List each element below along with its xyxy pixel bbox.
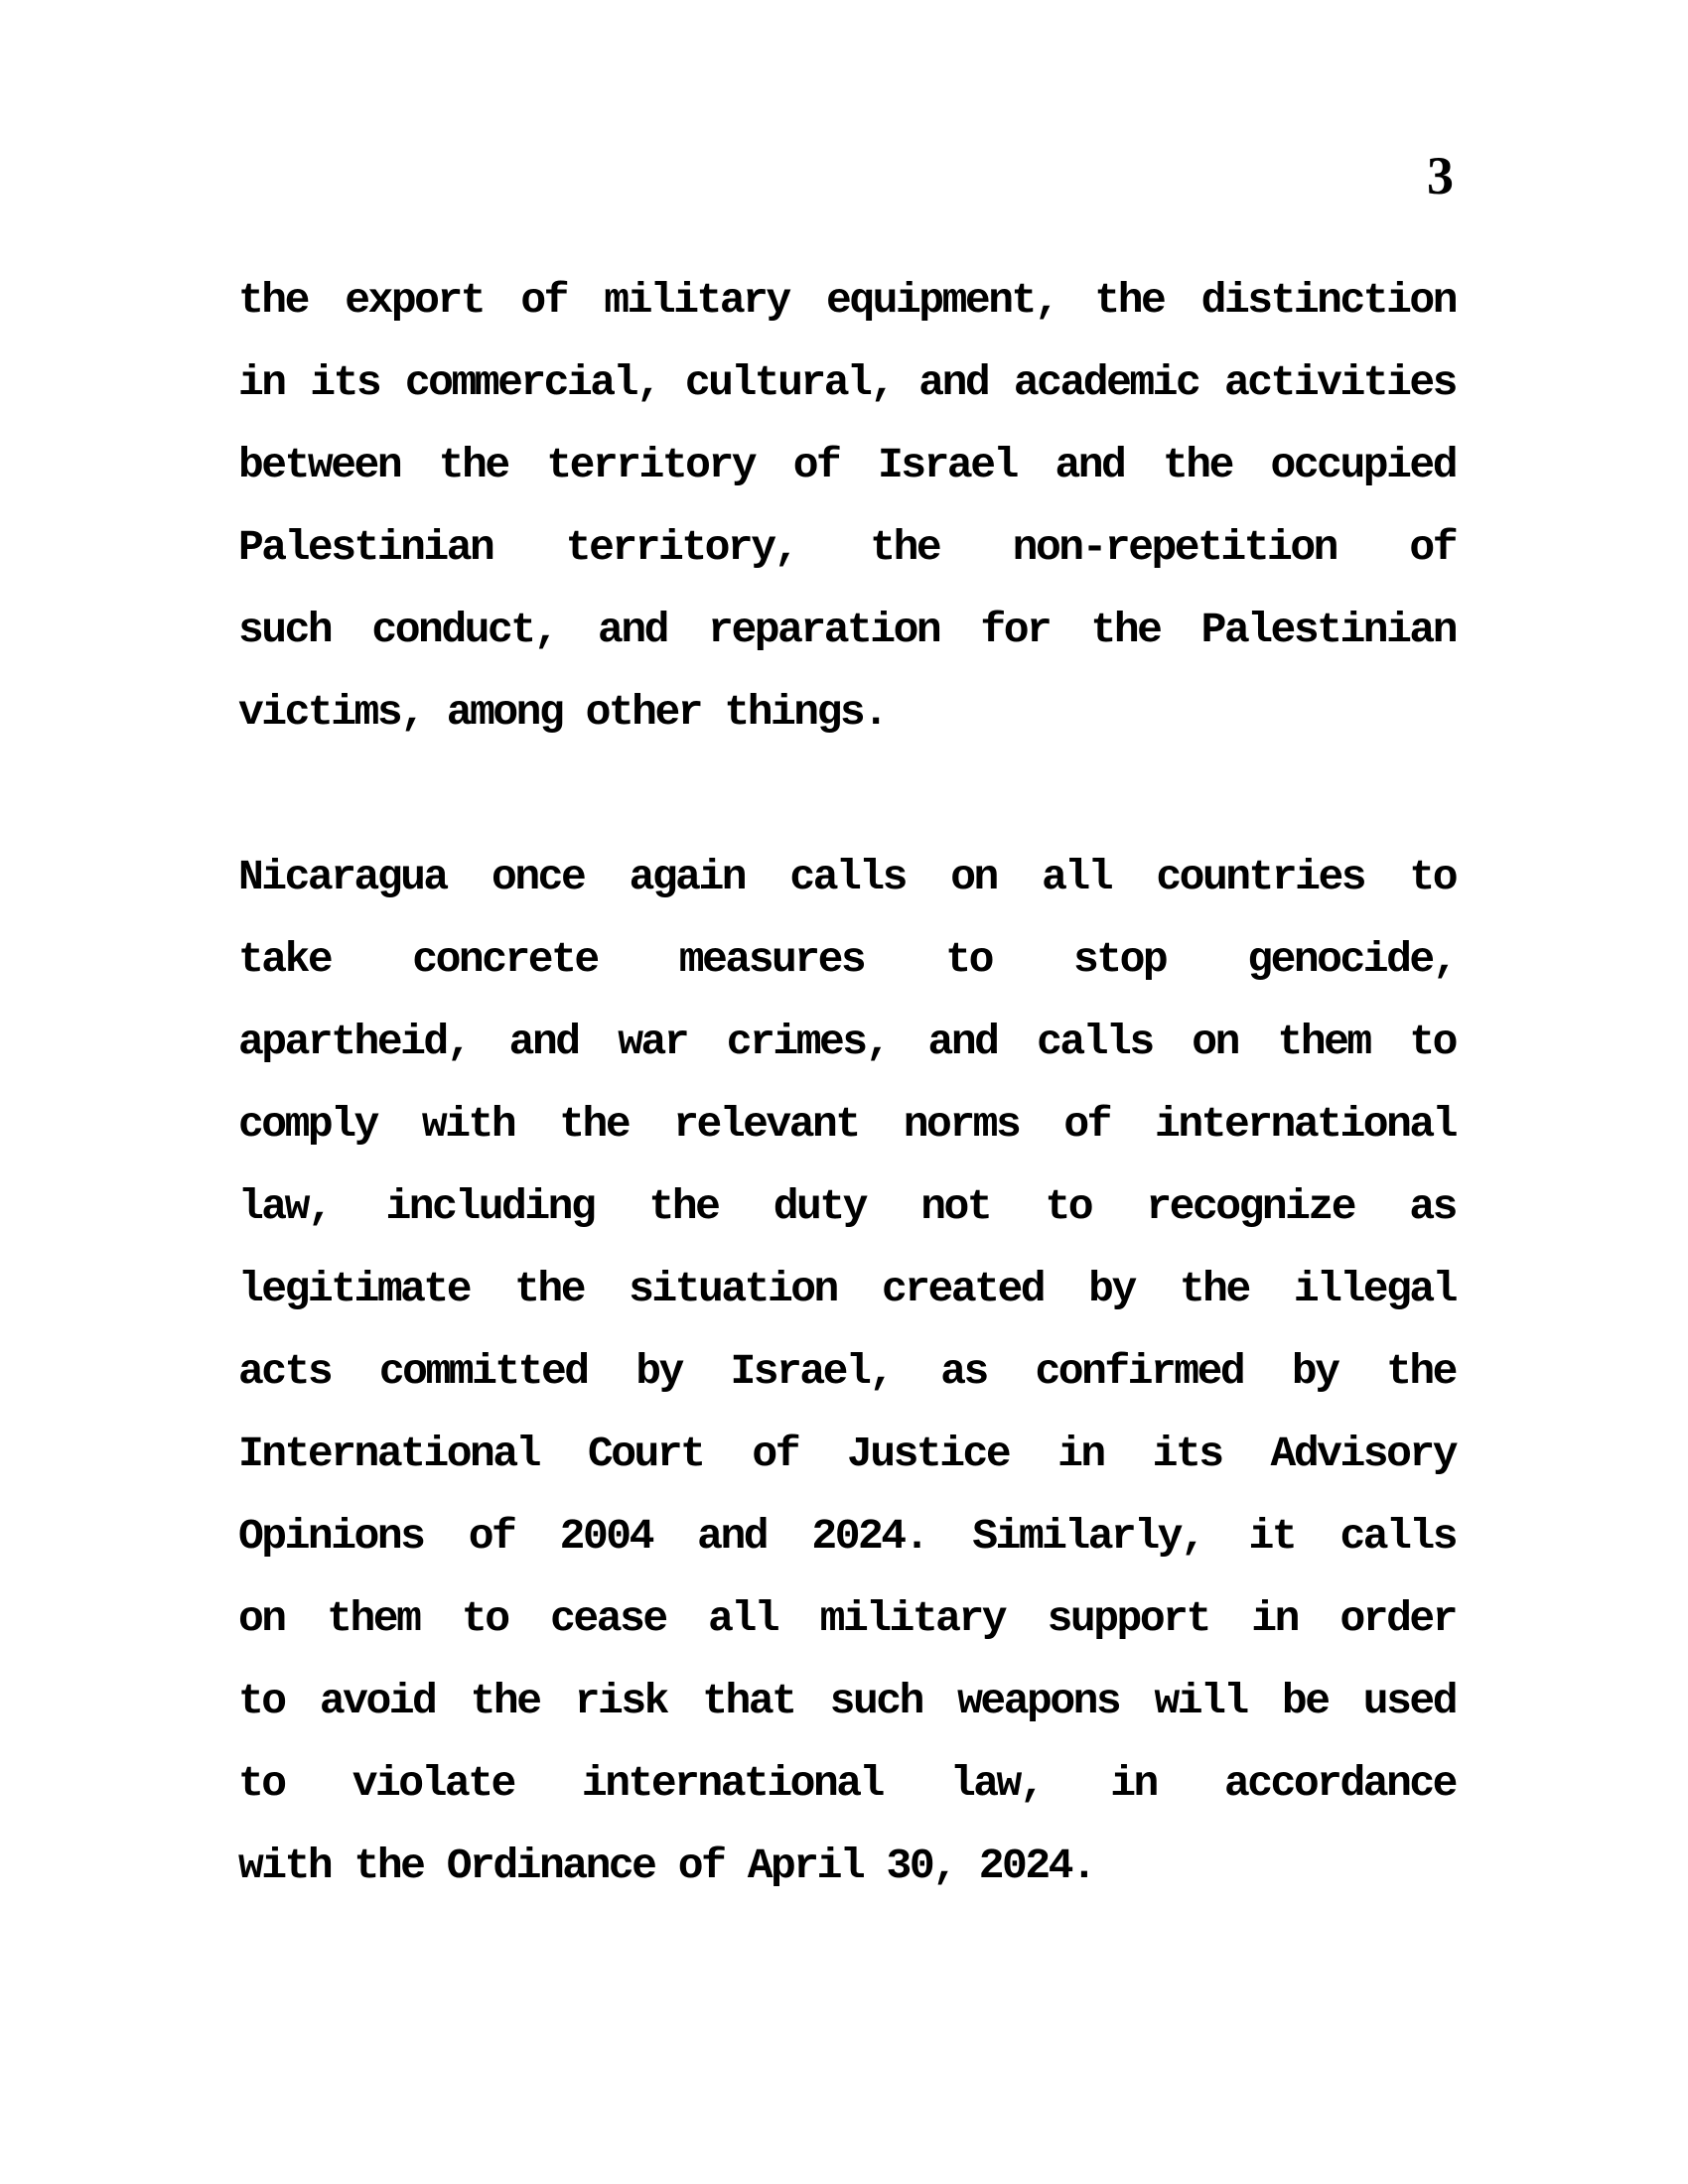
paragraph-2 (238, 836, 1456, 1907)
document-body (238, 259, 1456, 1907)
text-line: to avoid the risk that such weapons will be used (238, 1677, 1456, 1725)
text-line: take concrete measures to stop genocide, (238, 935, 1456, 984)
text-line: law, including the duty not to recognize as (238, 1182, 1456, 1231)
text-line: legitimate the situation created by the illegal (238, 1265, 1456, 1313)
page-number: 3 (1427, 146, 1454, 205)
text-line: Opinions of 2004 and 2024. Similarly, it calls (238, 1512, 1456, 1561)
text-line: comply with the relevant norms of international (238, 1100, 1456, 1149)
text-line: Nicaragua once again calls on all countries to (238, 853, 1456, 901)
text-line: on them to cease all military support in order (238, 1594, 1456, 1643)
text-line: between the territory of Israel and the occupied (238, 441, 1456, 489)
text-line: with the Ordinance of April 30, 2024. (238, 1842, 1095, 1890)
text-line: such conduct, and reparation for the Palestinian (238, 606, 1456, 654)
text-line: in its commercial, cultural, and academic activities (238, 358, 1456, 407)
text-line: to violate international law, in accordance (238, 1759, 1456, 1808)
text-line: apartheid, and war crimes, and calls on them to (238, 1018, 1456, 1066)
paragraph-1 (238, 259, 1456, 753)
text-line: victims, among other things. (238, 688, 887, 737)
text-line: International Court of Justice in its Advisory (238, 1430, 1456, 1478)
text-line: the export of military equipment, the distinction (238, 276, 1456, 325)
text-line: acts committed by Israel, as confirmed by the (238, 1347, 1456, 1396)
text-line: Palestinian territory, the non-repetition of (238, 523, 1456, 572)
